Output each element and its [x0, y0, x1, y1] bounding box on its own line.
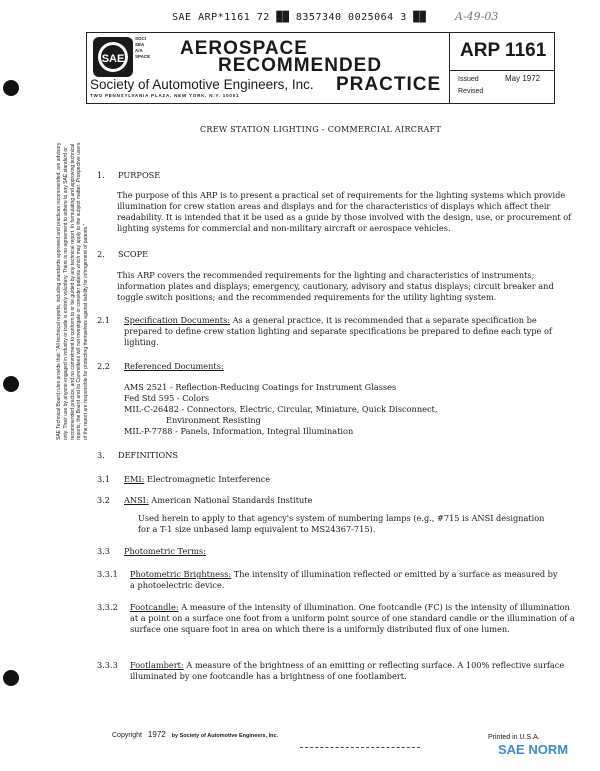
section-3-1-heading: EMI:	[124, 474, 145, 484]
section-3-3-3-text	[130, 660, 575, 682]
section-3-3-2-body: A measure of the intensity of illumination. One footcandle (FC) is the intensity of illumination at a point on a surface one foot from a uniform point source of one standard candle or the illumination of a surface one square foot in area on which there is a uniformly distributed flux of one lumen.	[130, 602, 575, 634]
revised-label: Revised	[458, 88, 484, 95]
section-3-1-number: 3.1	[97, 474, 111, 484]
reference-item: Fed Std 595 - Colors	[124, 393, 210, 403]
binder-hole-middle	[3, 376, 19, 392]
section-2-1-text	[124, 315, 574, 348]
section-3-3-1-heading: Photometric Brightness:	[130, 569, 232, 579]
sae-logo	[92, 36, 134, 78]
title-practice: PRACTICE	[336, 74, 442, 95]
issued-date: May 1972	[505, 74, 541, 83]
section-2-body: This ARP covers the recommended requirements for the lighting and characteristics of instruments; information plates and displays; emergency, cautionary, advisory and status displays; circuit breaker and toggle switch positions; and the recommended requirements for the utility lighting system.	[117, 270, 554, 302]
reference-item: AMS 2521 - Reflection-Reducing Coatings for Instrument Glasses	[124, 382, 397, 392]
section-2-1-heading: Specification Documents:	[124, 315, 231, 325]
reference-item: MIL-C-26482 - Connectors, Electric, Circular, Miniature, Quick Disconnect,	[124, 404, 438, 414]
copyright-holder: by Society of Automotive Engineers, Inc.	[171, 733, 279, 739]
footer-dashed-rule	[300, 747, 420, 748]
section-3-3-3-heading: Footlambert:	[130, 660, 184, 670]
section-3-1-body: Electromagnetic Interference	[146, 474, 271, 484]
section-3-3-2-text	[130, 602, 575, 635]
copyright-year: 1972	[147, 730, 166, 739]
printed-in: Printed in U.S.A.	[488, 734, 540, 741]
handwritten-note: A-49-03	[455, 10, 499, 23]
section-3-2-number: 3.2	[97, 495, 111, 505]
section-3-3-1-number: 3.3.1	[97, 569, 118, 579]
section-3-3-2-heading: Footcandle:	[130, 602, 179, 612]
svg-text:SAE: SAE	[101, 53, 125, 65]
copyright-label: Copyright	[112, 732, 142, 739]
referenced-documents-list	[124, 382, 564, 437]
section-3-1-text	[124, 474, 564, 485]
reference-item: MIL-P-7788 - Panels, Information, Integral Illumination	[124, 426, 354, 436]
arp-divider	[449, 70, 554, 71]
section-1-title: PURPOSE	[118, 170, 161, 180]
watermark-logo: SAE NORM	[498, 742, 569, 757]
section-3-3-1-text	[130, 569, 565, 591]
binder-hole-top	[3, 80, 19, 96]
issued-label: Issued	[458, 76, 479, 83]
section-3-2-body: American National Standards Institute	[151, 495, 313, 505]
sidebar-disclaimer: SAE Technical Board rules provide that: "All technical reports, including standards approved and practices recommended, are advisory only. Their use by anyone engaged in industry or trade is entirely voluntary. There is no agreement to adhere to any SAE standard or recommended practice, and no commitment to conform to or be guided by any technical report. In formulating and approving technical reports, the Board and its Committees will not investigate or consider patents which may apply to the subject matter. Prospective users of the report are responsible for protecting themselves against liability for infringement of patents."	[56, 142, 90, 440]
section-3-3-1-body: The intensity of illumination reflected or emitted by a surface as measured by a photoelectric device.	[130, 569, 558, 590]
section-2-1-number: 2.1	[97, 315, 111, 325]
section-3-3-number: 3.3	[97, 546, 111, 556]
section-2-title: SCOPE	[118, 249, 149, 259]
section-3-3-2-number: 3.3.2	[97, 602, 118, 612]
section-2-1-body: As a general practice, it is recommended that a separate specification be prepared to define crew station lighting and separate specifications be prepared to define each type of lighting.	[124, 315, 552, 347]
arp-number: ARP 1161	[460, 40, 547, 61]
society-address: TWO PENNSYLVANIA PLAZA, NEW YORK, N.Y. 10001	[90, 93, 240, 98]
section-3-3-heading: Photometric Terms:	[124, 546, 206, 556]
section-3-3-3-body: A measure of the brightness of an emitting or reflecting surface. A 100% reflective surface illuminated by one footcandle has a brightness of one footlambert.	[130, 660, 565, 681]
reference-item: Environment Resisting	[166, 415, 261, 425]
section-2-2-heading: Referenced Documents:	[124, 361, 224, 371]
section-1-number: 1.	[97, 170, 105, 180]
section-3-3-3-number: 3.3.3	[97, 660, 118, 670]
section-3-2-text	[124, 495, 564, 506]
title-aerospace: AEROSPACE	[180, 38, 308, 59]
section-3-2-detail: Used herein to apply to that agency's system of numbering lamps (e.g., #715 is ANSI designation for a T-1 size unbased lamp equivalent to MS24367-715).	[138, 513, 545, 534]
document-title: CREW STATION LIGHTING - COMMERCIAL AIRCRAFT	[200, 125, 442, 134]
section-2-number: 2.	[97, 249, 105, 259]
section-2-2-number: 2.2	[97, 361, 111, 371]
logo-text: SOCI SEA A/A SPACE	[135, 36, 151, 59]
section-3-2-heading: ANSI:	[124, 495, 149, 505]
binder-hole-bottom	[3, 670, 19, 686]
title-recommended: RECOMMENDED	[218, 55, 383, 76]
section-3-title: DEFINITIONS	[118, 450, 179, 460]
section-3-number: 3.	[97, 450, 105, 460]
footer-copyright	[112, 730, 278, 739]
society-name: Society of Automotive Engineers, Inc.	[90, 77, 314, 92]
section-1-body: The purpose of this ARP is to present a practical set of requirements for the lighting systems which provide illumination for crew station areas and displays and for the characteristics of displays which affect their readability. It is intended that it be used as a guide by those involved with the design, use, or procurement of lighting systems for commercial and non-military aircraft or aerospace vehicles.	[117, 190, 572, 233]
top-stamp: SAE ARP*1161 72 ██ 8357340 0025064 3 ██	[172, 12, 427, 23]
